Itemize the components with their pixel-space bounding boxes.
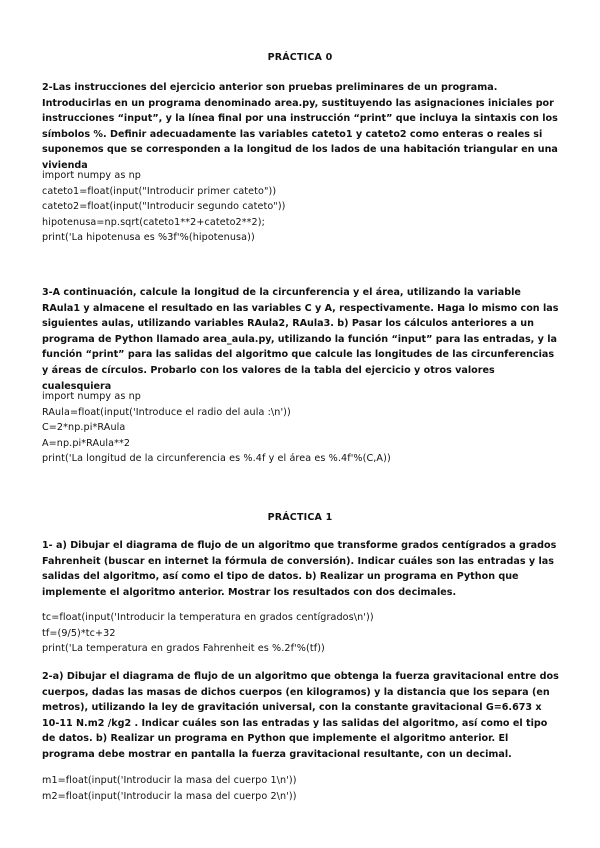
practica0-title: PRÁCTICA 0 (267, 52, 333, 63)
practica1-exercise-1-block (42, 538, 562, 600)
exercise-2-block (42, 80, 562, 174)
code-line: tf=(9/5)*tc+32 (42, 627, 116, 639)
code-line: print('La temperatura en grados Fahrenheit es %.2f'%(tf)) (42, 643, 325, 655)
exercise-2-statement: 2-Las instrucciones del ejercicio anterior son pruebas preliminares de un programa. Introducirlas en un programa denominado area.py, sustituyendo las asignaciones iniciales por instrucciones “input”, y la línea final por una instrucción “print” que incluya la sintaxis con los símbolos %. Definir adecuadamente las variables cateto1 y cateto2 como enteras o reales si suponemos que se corresponden a la longitud de los lados de una habitación triangular en una vivienda (42, 82, 558, 171)
exercise-3-block (42, 285, 562, 394)
code-line: hipotenusa=np.sqrt(cateto1**2+cateto2**2); (42, 216, 265, 228)
practica1-exercise-2-code (42, 773, 562, 804)
practica1-exercise-2-block (42, 669, 562, 763)
code-line: import numpy as np (42, 170, 141, 181)
exercise-3-code (42, 389, 562, 467)
exercise-3-statement: 3-A continuación, calcule la longitud de la circunferencia y el área, utilizando la variable RAula1 y almacene el resultado en las variables C y A, respectivamente. Haga lo mismo con las siguientes aulas, utilizando variables RAula2, RAula3. b) Pasar los cálculos anteriores a un programa de Python llamado area_aula.py, utilizando la función “input” para las entradas, y la función “print” para las salidas del algoritmo que calcule las longitudes de las circunferencias y áreas de círculos. Probarlo con los valores de la tabla del ejercicio y otros valores cualesquiera (42, 287, 559, 392)
code-line: cateto2=float(input("Introducir segundo cateto")) (42, 201, 286, 213)
code-line: m1=float(input('Introducir la masa del cuerpo 1\n')) (42, 775, 297, 786)
code-line: tc=float(input('Introducir la temperatura en grados centígrados\n')) (42, 612, 374, 623)
code-line: m2=float(input('Introducir la masa del cuerpo 2\n')) (42, 790, 297, 802)
code-line: RAula=float(input('Introduce el radio del aula :\n')) (42, 406, 291, 418)
practica1-exercise-2-statement: 2-a) Dibujar el diagrama de flujo de un algoritmo que obtenga la fuerza gravitacional entre dos cuerpos, dadas las masas de dichos cuerpos (en kilogramos) y la distancia que los separa (en metros), utilizando la ley de gravitación universal, con la constante gravitacional G=6.673 x 10-11 N.m2 /kg2 . Indicar cuáles son las entradas y las salidas del algoritmo, así como el tipo de datos. b) Realizar un programa en Python que implemente el algoritmo anterior. El programa debe mostrar en pantalla la fuerza gravitacional resultante, con un decimal. (42, 671, 559, 760)
code-line: C=2*np.pi*RAula (42, 422, 126, 434)
practica1-exercise-1-code (42, 610, 562, 657)
practica1-exercise-1-statement: 1- a) Dibujar el diagrama de flujo de un algoritmo que transforme grados centígrados a grados Fahrenheit (buscar en internet la fórmula de conversión). Indicar cuáles son las entradas y las salidas del algoritmo, así como el tipo de datos. b) Realizar un programa en Python que implemente el algoritmo anterior. Mostrar los resultados con dos decimales. (42, 540, 557, 598)
code-line: print('La longitud de la circunferencia es %.4f y el área es %.4f'%(C,A)) (42, 453, 391, 465)
code-line: cateto1=float(input("Introducir primer cateto")) (42, 185, 277, 197)
code-line: A=np.pi*RAula**2 (42, 437, 131, 449)
code-line: print('La hipotenusa es %3f'%(hipotenusa)) (42, 232, 255, 244)
exercise-2-code (42, 168, 562, 246)
practica1-title: PRÁCTICA 1 (267, 512, 333, 523)
code-line: import numpy as np (42, 391, 141, 402)
